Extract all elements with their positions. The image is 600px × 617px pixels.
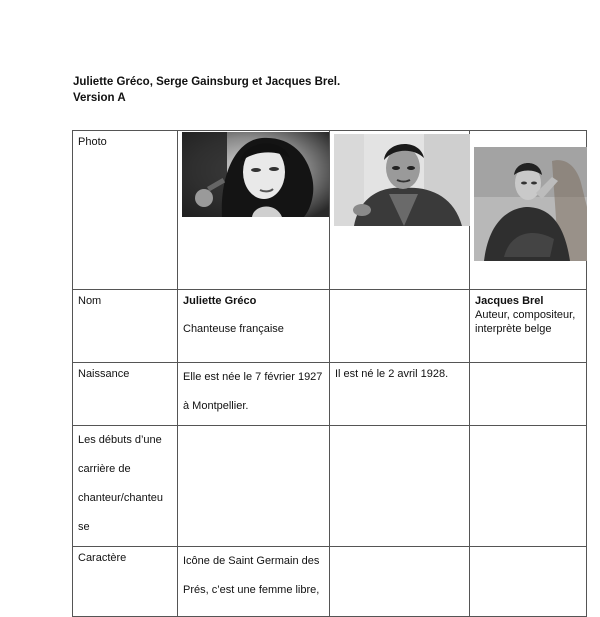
table-row-debuts — [73, 426, 587, 547]
title-line-2: Version A — [73, 92, 126, 104]
row-label-debuts-3: chanteur/chanteu — [78, 492, 164, 504]
document-title — [73, 74, 340, 106]
comparison-table — [72, 130, 587, 617]
row-label-debuts-2: carrière de — [78, 463, 131, 475]
greco-birth-line-1: Elle est née le 7 février 1927 — [183, 371, 323, 383]
row-label-debuts-1: Les débuts d’une — [78, 434, 162, 446]
gainsbourg-name — [330, 290, 469, 298]
table-row-nom — [73, 290, 587, 363]
brel-description-line-2: interprète belge — [475, 323, 552, 335]
row-label-naissance: Naissance — [78, 368, 130, 380]
photo-jacques-brel — [474, 147, 587, 261]
greco-character-line-2: Prés, c’est une femme libre, — [183, 584, 320, 596]
greco-character-line-1: Icône de Saint Germain des — [183, 555, 320, 567]
table-row-naissance — [73, 363, 587, 426]
row-label-debuts-4: se — [78, 521, 90, 533]
brel-name: Jacques Brel — [475, 295, 544, 307]
row-label-caractere: Caractère — [78, 552, 127, 564]
photo-serge-gainsbourg — [334, 134, 470, 226]
table-row-caractere — [73, 547, 587, 617]
gainsbourg-birth: Il est né le 2 avril 1928. — [335, 368, 449, 380]
photo-juliette-greco — [182, 132, 329, 217]
greco-birth-line-2: à Montpellier. — [183, 400, 249, 412]
greco-name: Juliette Gréco — [183, 295, 257, 307]
title-line-1: Juliette Gréco, Serge Gainsburg et Jacques Brel. — [73, 76, 341, 88]
greco-description: Chanteuse française — [183, 323, 284, 335]
table-row-photo — [73, 131, 587, 290]
brel-description-line-1: Auteur, compositeur, — [475, 309, 576, 321]
brel-birth — [470, 363, 586, 371]
row-label-nom: Nom — [78, 295, 102, 307]
row-label-photo: Photo — [78, 136, 107, 148]
